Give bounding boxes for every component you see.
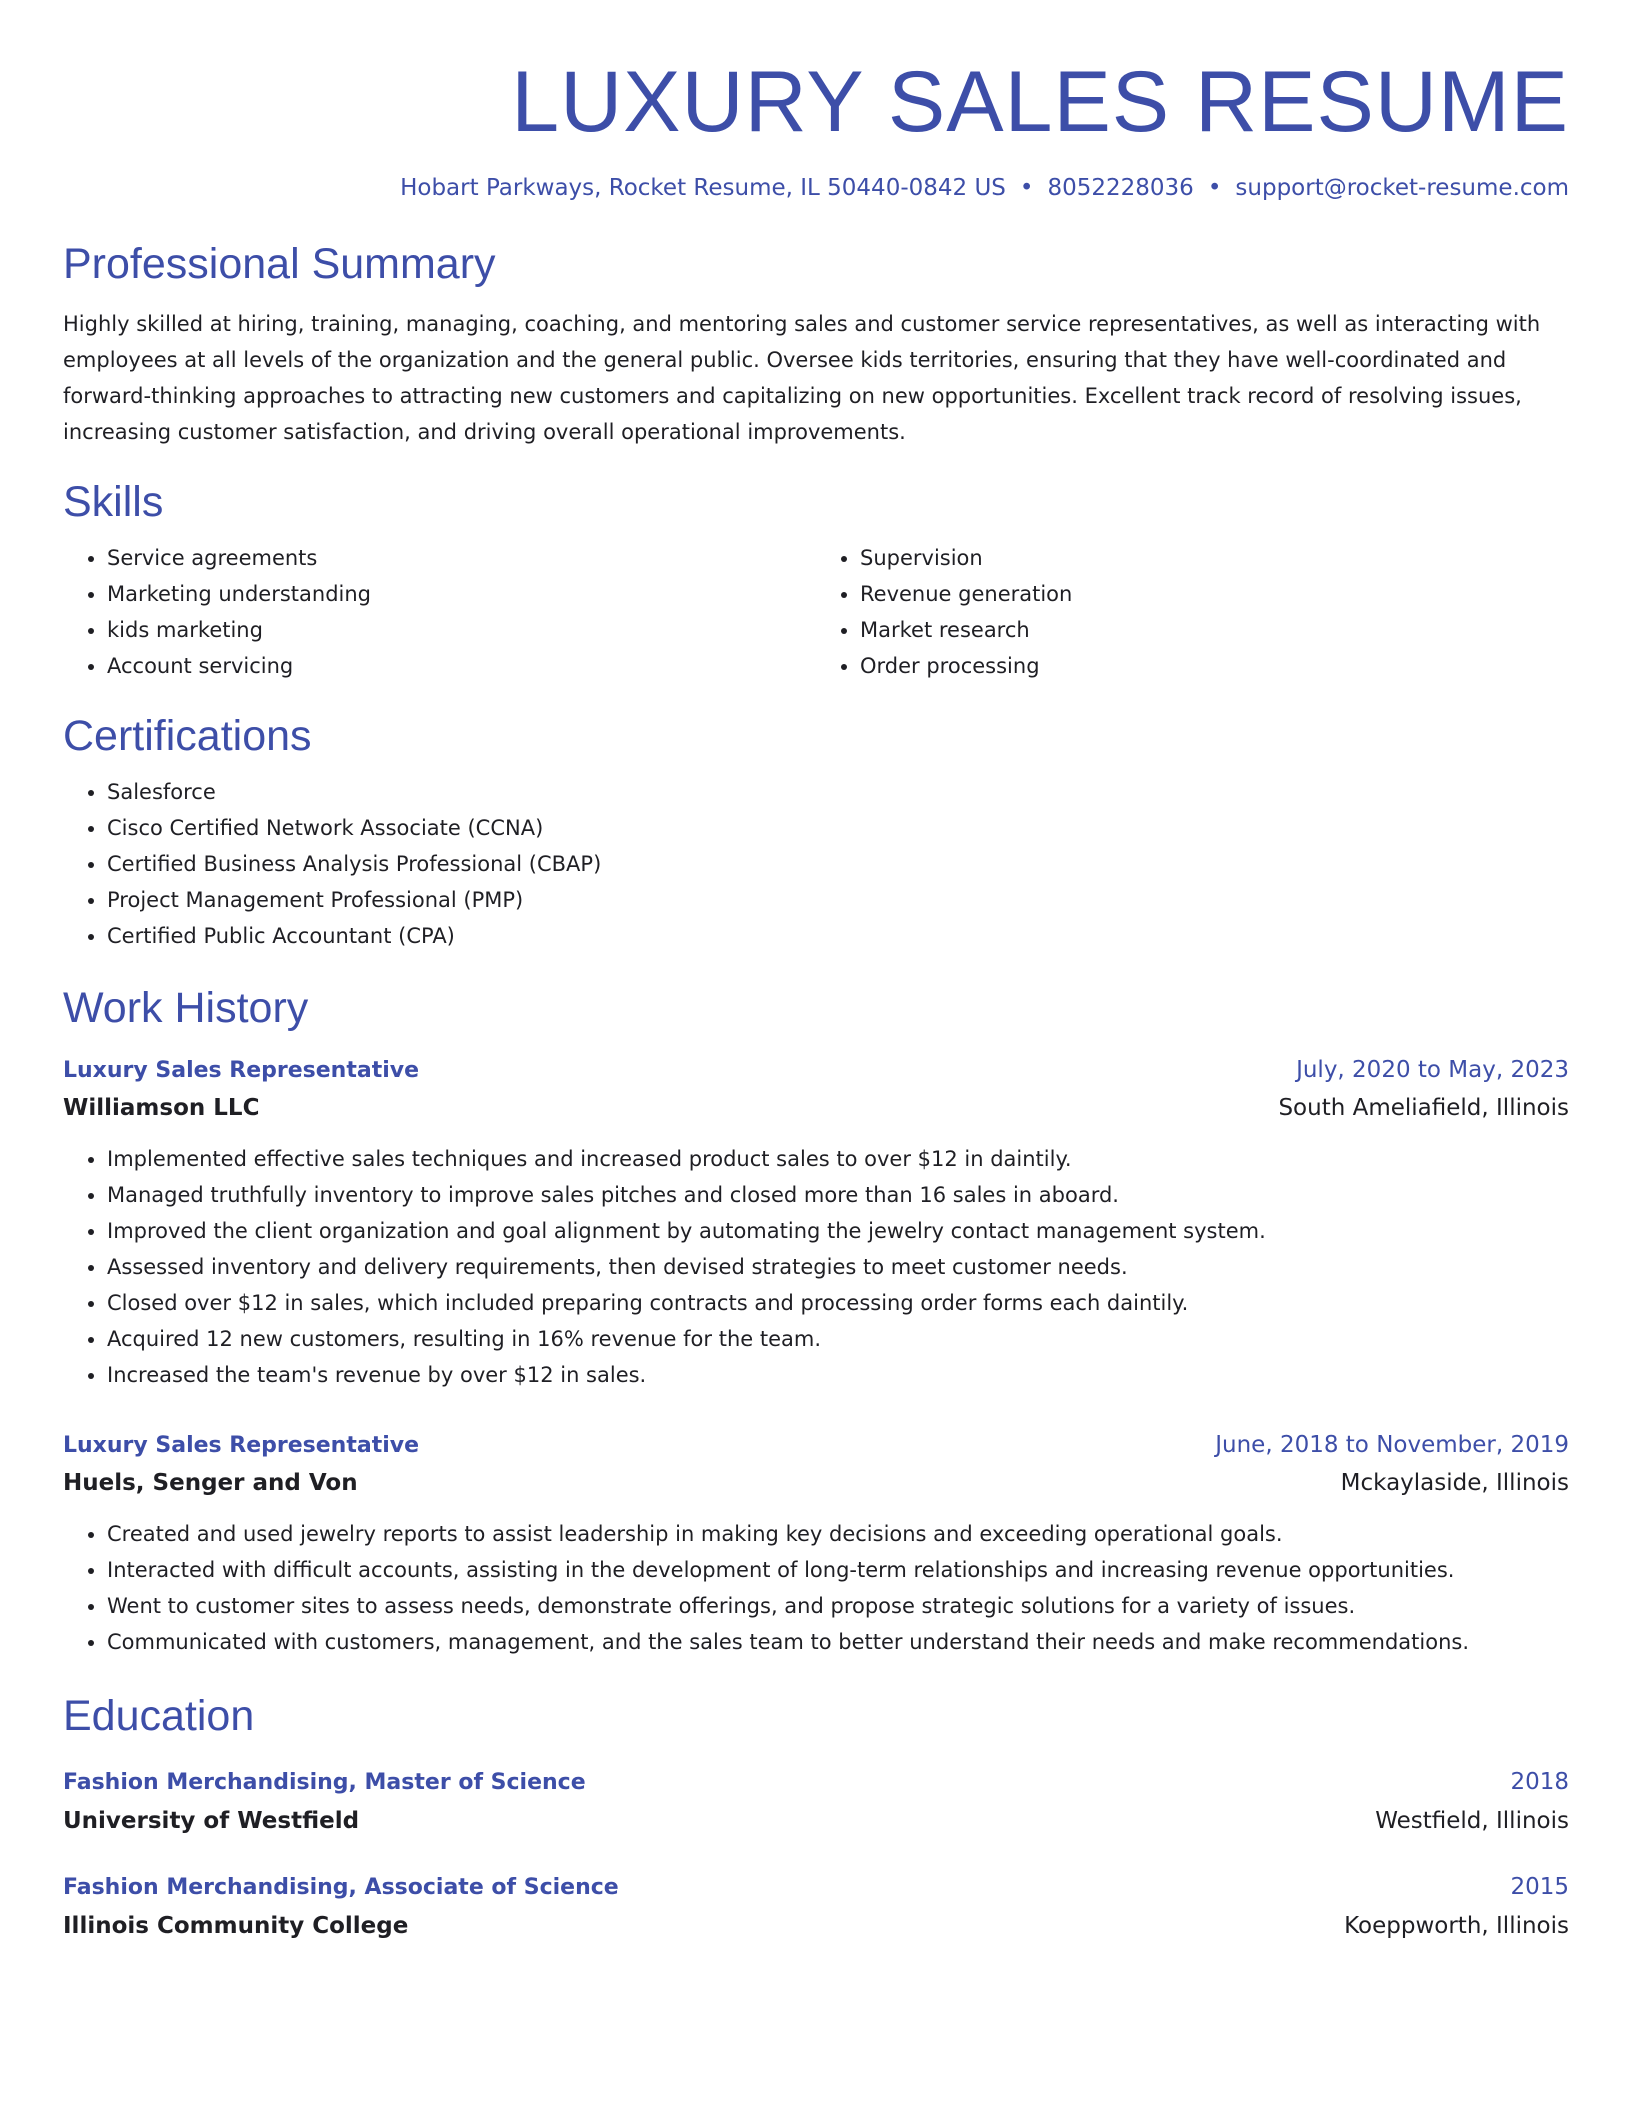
job-header-row xyxy=(63,1052,1569,1089)
contact-phone: 8052228036 xyxy=(1047,175,1194,201)
education-entry xyxy=(63,1869,1569,1946)
education-year: 2015 xyxy=(1510,1874,1569,1900)
education-school: University of Westfield xyxy=(63,1808,360,1834)
education-header-row xyxy=(63,1869,1569,1906)
education-location: Westfield, Illinois xyxy=(1375,1808,1569,1834)
job-entry xyxy=(63,1052,1569,1393)
certification-item: • Salesforce xyxy=(107,774,1569,810)
job-bullet: • Improved the client organization and goal alignment by automating the jewelry contact management system. xyxy=(107,1213,1569,1249)
education-degree: Fashion Merchandising, Master of Science xyxy=(63,1770,586,1795)
job-bullets xyxy=(63,1141,1569,1393)
contact-address: Hobart Parkways, Rocket Resume, IL 50440-0842 US xyxy=(400,175,1006,201)
certification-item: • Cisco Certified Network Associate (CCNA) xyxy=(107,810,1569,846)
skill-item: • Account servicing xyxy=(107,648,816,684)
job-bullets xyxy=(63,1516,1569,1660)
certification-item: • Certified Business Analysis Professional (CBAP) xyxy=(107,846,1569,882)
education-header-row xyxy=(63,1764,1569,1801)
job-entry xyxy=(63,1427,1569,1660)
section-title-skills: Skills xyxy=(63,478,164,526)
section-title-summary: Professional Summary xyxy=(63,240,496,288)
certifications-list xyxy=(63,774,1569,954)
job-dates: June, 2018 to November, 2019 xyxy=(1215,1432,1569,1458)
education-year: 2018 xyxy=(1510,1769,1569,1795)
section-title-work-history: Work History xyxy=(63,984,309,1032)
education-school-row xyxy=(63,1906,1569,1946)
skills-list-right xyxy=(816,540,1569,684)
education-location: Koeppworth, Illinois xyxy=(1344,1913,1569,1939)
contact-separator: • xyxy=(1207,175,1222,201)
job-location: Mckaylaside, Illinois xyxy=(1340,1470,1569,1496)
education-degree: Fashion Merchandising, Associate of Science xyxy=(63,1875,619,1900)
job-company-row xyxy=(63,1464,1569,1502)
job-dates: July, 2020 to May, 2023 xyxy=(1296,1057,1569,1083)
education-school: Illinois Community College xyxy=(63,1913,409,1939)
skill-item: • Supervision xyxy=(860,540,1569,576)
job-company: Williamson LLC xyxy=(63,1095,260,1121)
skill-item: • Service agreements xyxy=(107,540,816,576)
job-bullet: • Managed truthfully inventory to improve sales pitches and closed more than 16 sales in aboard. xyxy=(107,1177,1569,1213)
education-school-row xyxy=(63,1801,1569,1841)
certifications-section xyxy=(63,708,1569,954)
summary-text: Highly skilled at hiring, training, managing, coaching, and mentoring sales and customer service representatives, as well as interacting with employees at all levels of the organization and the general public. Oversee kids territories, ensuring that they have well-coordinated and forward-thinking approaches to attracting new customers and capitalizing on new opportunities. Excellent track record of resolving issues, increasing customer satisfaction, and driving overall operational improvements. xyxy=(63,312,1541,444)
job-company: Huels, Senger and Von xyxy=(63,1470,358,1496)
education-entry xyxy=(63,1764,1569,1841)
job-header-row xyxy=(63,1427,1569,1464)
job-bullet: • Acquired 12 new customers, resulting in 16% revenue for the team. xyxy=(107,1321,1569,1357)
skills-grid xyxy=(63,540,1569,684)
certification-item: • Certified Public Accountant (CPA) xyxy=(107,918,1569,954)
job-company-row xyxy=(63,1089,1569,1127)
skill-item: • Revenue generation xyxy=(860,576,1569,612)
contact-email[interactable]: support@rocket-resume.com xyxy=(1235,175,1569,201)
job-bullet: • Created and used jewelry reports to assist leadership in making key decisions and exceeding operational goals. xyxy=(107,1516,1569,1552)
job-location: South Ameliafield, Illinois xyxy=(1278,1095,1569,1121)
work-history-section xyxy=(63,980,1569,1660)
job-bullet: • Increased the team's revenue by over $12 in sales. xyxy=(107,1357,1569,1393)
skill-item: • Order processing xyxy=(860,648,1569,684)
skills-list-left xyxy=(63,540,816,684)
job-bullet: • Interacted with difficult accounts, assisting in the development of long-term relationships and increasing revenue opportunities. xyxy=(107,1552,1569,1588)
skill-item: • kids marketing xyxy=(107,612,816,648)
job-bullet: • Assessed inventory and delivery requirements, then devised strategies to meet customer needs. xyxy=(107,1249,1569,1285)
contact-line xyxy=(63,172,1569,204)
skill-item: • Market research xyxy=(860,612,1569,648)
job-title: Luxury Sales Representative xyxy=(63,1058,420,1083)
section-title-education: Education xyxy=(63,1692,255,1740)
section-title-certifications: Certifications xyxy=(63,712,312,760)
skill-item: • Marketing understanding xyxy=(107,576,816,612)
job-bullet: • Communicated with customers, management, and the sales team to better understand their needs and make recommendations. xyxy=(107,1624,1569,1660)
education-section xyxy=(63,1688,1569,1946)
resume-name: LUXURY SALES RESUME xyxy=(511,54,1569,150)
contact-separator: • xyxy=(1019,175,1034,201)
summary-section xyxy=(63,236,1569,450)
job-bullet: • Closed over $12 in sales, which included preparing contracts and processing order forms each daintily. xyxy=(107,1285,1569,1321)
job-bullet: • Went to customer sites to assess needs, demonstrate offerings, and propose strategic solutions for a variety of issues. xyxy=(107,1588,1569,1624)
certification-item: • Project Management Professional (PMP) xyxy=(107,882,1569,918)
resume-header xyxy=(63,52,1569,204)
job-bullet: • Implemented effective sales techniques and increased product sales to over $12 in daintily. xyxy=(107,1141,1569,1177)
skills-section xyxy=(63,474,1569,684)
job-title: Luxury Sales Representative xyxy=(63,1433,420,1458)
